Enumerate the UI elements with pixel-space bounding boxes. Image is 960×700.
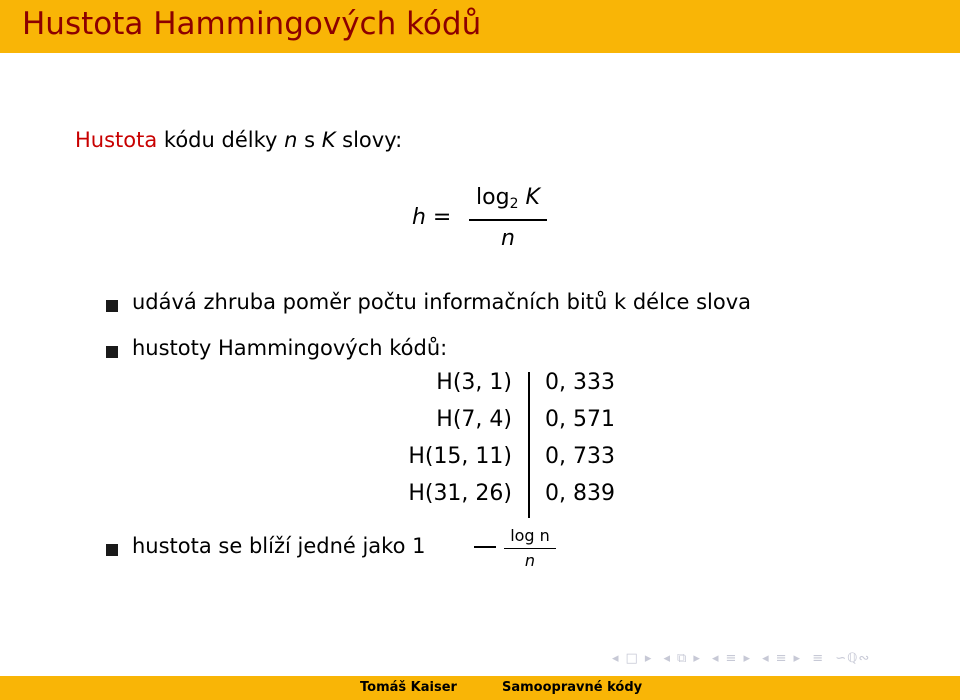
formula-denominator: n [501, 226, 515, 251]
footer-author: Tomáš Kaiser [360, 680, 457, 695]
footer-author-box [0, 676, 480, 700]
frame-next-icon[interactable]: ▸ [644, 651, 653, 666]
slide-title: Hustota Hammingových kódů [22, 6, 482, 42]
code-density: 0, 571 [545, 407, 615, 432]
part-prev-icon[interactable]: ◂ [762, 651, 770, 666]
intro-line [75, 128, 402, 152]
bullet-text-3: hustota se blíží jedné jako 1 [132, 534, 426, 558]
bullet-text-1: udává zhruba poměr počtu informačních bitů k délce slova [132, 290, 751, 314]
formula-lhs: h = [412, 205, 452, 230]
code-density: 0, 839 [545, 481, 615, 506]
minus-sign [474, 546, 496, 548]
bullet-marker-2 [106, 346, 118, 358]
footer-talk-box [480, 676, 960, 700]
beamer-navigation [612, 651, 876, 666]
frame-prev-icon[interactable]: ◂ [612, 651, 620, 666]
table-row [380, 407, 650, 442]
code-name: H(7, 4) [436, 407, 512, 432]
bullet-marker-3 [106, 544, 118, 556]
part-icon[interactable]: ≡ [775, 651, 788, 666]
formula-log: log [476, 185, 510, 210]
code-name: H(15, 11) [408, 444, 512, 469]
intro-var-n: n [284, 128, 298, 152]
intro-text-b: s [297, 128, 322, 152]
toc-icon[interactable]: ≡ [812, 651, 825, 666]
code-density: 0, 333 [545, 370, 615, 395]
code-density: 0, 733 [545, 444, 615, 469]
formula-fraction-bar [469, 219, 547, 221]
formula-log-base: 2 [509, 196, 519, 212]
code-name: H(3, 1) [436, 370, 512, 395]
intro-var-k: K [321, 128, 336, 152]
frame-icon[interactable]: □ [625, 651, 639, 666]
subsection-prev-icon[interactable]: ◂ [663, 651, 672, 666]
limit-fraction-bar [504, 548, 556, 549]
subsection-next-icon[interactable]: ▸ [693, 651, 701, 666]
limit-numerator: log n [510, 526, 550, 545]
code-name: H(31, 26) [408, 481, 512, 506]
hamming-density-table [380, 370, 650, 520]
intro-term: Hustota [75, 128, 158, 152]
bullet-text-2: hustoty Hammingových kódů: [132, 336, 448, 360]
section-next-icon[interactable]: ▸ [743, 651, 751, 666]
intro-text-c: slovy: [335, 128, 403, 152]
section-icon[interactable]: ≡ [725, 651, 738, 666]
title-bar [0, 0, 960, 53]
part-next-icon[interactable]: ▸ [793, 651, 802, 666]
table-row [380, 481, 650, 516]
footer-talk-title: Samoopravné kódy [502, 680, 643, 695]
table-row [380, 370, 650, 405]
intro-text-a: kódu délky [157, 128, 285, 152]
search-icon[interactable]: ∽ℚ∾ [835, 651, 871, 666]
table-row [380, 444, 650, 479]
formula-numerator [469, 185, 547, 212]
section-prev-icon[interactable]: ◂ [712, 651, 720, 666]
formula-num-var: K [518, 185, 540, 210]
subsection-icon[interactable]: ⧉ [677, 651, 688, 666]
bullet-marker-1 [106, 300, 118, 312]
limit-denominator: n [524, 551, 536, 570]
